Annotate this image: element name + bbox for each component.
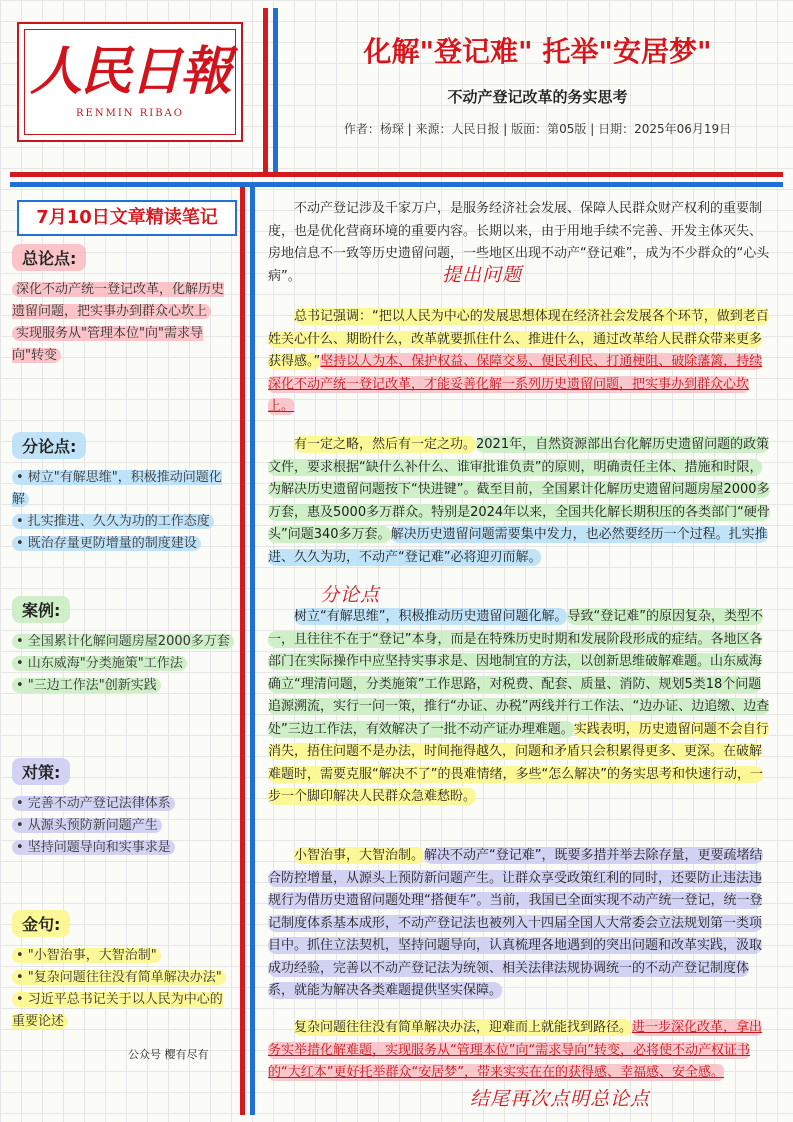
notes-section-main-thesis [12, 244, 234, 367]
note-line: • "小智治事，大智治制" [12, 945, 234, 967]
paragraph-text-highlight: 有一定之略，然后有一定之功。 [294, 437, 477, 452]
divider-red-vertical-top [263, 8, 268, 172]
note-line: • 树立"有解思维"，积极推动问题化解 [12, 470, 222, 507]
article-subtitle: 不动产登记改革的务实思考 [447, 88, 628, 106]
paragraph-text-highlight: 总书记强调：“把以人民为中心的发展思想体现在经济社会发展各个环节，做到老百姓关心什么、期盼什么，改革就要抓住什么、推进什么，通过改革给人民群众带来更多获得感。” [268, 309, 769, 369]
article-paragraph-4 [268, 606, 774, 809]
article-headline: 化解"登记难" 托举"安居梦" [363, 35, 712, 68]
notes-section-measures [12, 758, 234, 859]
paragraph-text-highlight: 实践表明，历史遗留问题不会自行消失，捂住问题不是办法，时间拖得越久，问题和矛盾只会积累得更多、更深。在破解难题时，需要克服“解决不了”的畏难情绪，多些“怎么解决”的务实思考和快速行动，一步一个脚印解决人民群众急难愁盼。 [268, 721, 769, 804]
article-paragraph-2 [268, 306, 774, 419]
divider-red-vertical-body [240, 187, 245, 1115]
notes-section-sub-points [12, 432, 234, 555]
divider-blue-vertical-body [250, 187, 255, 1115]
paragraph-text-thesis: 进一步深化改革，拿出务实举措化解难题，实现服务从“管理本位”向“需求导向”转变，必将使不动产权证书的“大红本”更好托举群众“安居梦”，带来实实在在的获得感、幸福感、安全感。 [268, 1020, 763, 1080]
note-line: • 坚持问题导向和实事求是 [12, 837, 234, 859]
notes-section-quotes [12, 910, 234, 1033]
logo-english-name: RENMIN RIBAO [76, 108, 184, 119]
paragraph-text-case: 2021年，自然资源部出台化解历史遗留问题的政策文件，要求根据“缺什么补什么、谁审批谁负责”的原则，明确责任主体、措施和时限，为解决历史遗留问题按下“快进键”。截至目前，全国累计化解历史遗留问题房屋2000多万套，惠及5000多万群众。特别是2024年以来，全国共化解长期积压的各类部门“硬骨头”问题340多万套。 [268, 437, 770, 542]
section-heading: 分论点: [12, 432, 86, 459]
section-heading: 金句: [12, 910, 70, 937]
section-heading: 案例: [12, 596, 70, 623]
paragraph-text-highlight: 复杂问题往往没有简单解决办法，迎难而上就能找到路径。 [294, 1020, 633, 1035]
note-line: • "三边工作法"创新实践 [12, 675, 234, 697]
notes-section-cases [12, 596, 234, 697]
paragraph-text: 不动产登记涉及千家万户，是服务经济社会发展、保障人民群众财产权利的重要制度，也是优化营商环境的重要内容。长期以来，由于用地手续不完善、开发主体灭失、房地信息不一致等历史遗留问题，一些地区出现不动产“登记难”，成为不少群众的“心头病”。 [268, 201, 770, 284]
note-line: • 习近平总书记关于以人民为中心的重要论述 [12, 992, 223, 1029]
divider-blue-horizontal [10, 182, 783, 187]
note-line: • 完善不动产登记法律体系 [12, 793, 234, 815]
divider-red-horizontal [10, 172, 783, 177]
paragraph-text-case: 导致“登记难”的原因复杂，类型不一，且往往不在于“登记”本身，而是在特殊历史时期和发展阶段形成的症结。各地区各部门在实际操作中应坚持实事求是、因地制宜的方法，以创新思维破解难题。山东威海确立“理清问题，分类施策”工作思路，对税费、配套、质量、消防、规划5类18个问题追源溯流，实行一问一策，推行“办证、办税”两线并行工作法、“边办证、边追缴、边查处”三边工作法，有效解决了一批不动产证办理难题。 [268, 609, 770, 737]
paragraph-text-measure: 解决不动产“登记难”，既要多措并举去除存量，更要疏堵结合防控增量，从源头上预防新问题产生。让群众享受政策红利的同时，还要防止违法违规行为借历史遗留问题处理“搭便车”。当前，我国已全面实现不动产统一登记，统一登记制度体系基本成形，不动产登记法也被列入十四届全国人大常委会立法规划第一类项目中。抓住立法契机，坚持问题导向，认真梳理各地遇到的突出问题和改革实践，汲取成功经验，完善以不动产登记法为统领、相关法律法规协调统一的不动产登记制度体系，就能为解决各类难题提供坚实保障。 [268, 848, 763, 998]
section-heading: 对策: [12, 758, 70, 785]
article-paragraph-5 [268, 845, 774, 1003]
note-line: • 扎实推进、久久为功的工作态度 [12, 511, 234, 533]
note-line: • 既治存量更防增量的制度建设 [12, 533, 234, 555]
article-paragraph-6 [268, 1017, 774, 1085]
paragraph-text-thesis: 坚持以人为本、保护权益、保障交易、便民利民、打通梗阻、破除藩篱，持续深化不动产统一登记改革，才能妥善化解一系列历史遗留问题，把实事办到群众心坎上。 [268, 354, 763, 414]
section-heading: 总论点: [12, 244, 86, 271]
article-meta: 作者：杨琛 | 来源：人民日报 | 版面：第05版 | 日期：2025年06月19日 [343, 122, 732, 136]
note-line: • 全国累计化解问题房屋2000多万套 [12, 631, 234, 653]
annotation-subpoints: 分论点 [320, 584, 381, 606]
paragraph-text-highlight: 小智治事，大智治制。 [294, 848, 425, 863]
paragraph-text-subpoint: 树立“有解思维”，积极推动历史遗留问题化解。 [294, 609, 568, 624]
notes-title: 7月10日文章精读笔记 [17, 200, 237, 236]
note-line: • 从源头预防新问题产生 [12, 815, 234, 837]
watermark: 公众号 樱有尽有 [128, 1048, 209, 1061]
annotation-conclusion: 结尾再次点明总论点 [470, 1088, 651, 1110]
logo-chinese-name: 人民日報 [29, 41, 230, 102]
paragraph-text-subpoint: 解决历史遗留问题需要集中发力，也必然要经历一个过程。扎实推进、久久为功，不动产“登记难”必将迎刃而解。 [268, 527, 768, 565]
note-line: • 山东威海"分类施策"工作法 [12, 653, 234, 675]
note-line: • "复杂问题往往没有简单解决办法" [12, 967, 234, 989]
article-paragraph-3 [268, 434, 774, 569]
note-line: 实现服务从"管理本位"向"需求导向"转变 [12, 326, 203, 363]
note-line: 深化不动产统一登记改革，化解历史遗留问题，把实事办到群众心坎上 [12, 282, 225, 319]
newspaper-logo [17, 22, 243, 142]
divider-blue-vertical-top [273, 8, 278, 172]
annotation-problem: 提出问题 [442, 264, 523, 286]
